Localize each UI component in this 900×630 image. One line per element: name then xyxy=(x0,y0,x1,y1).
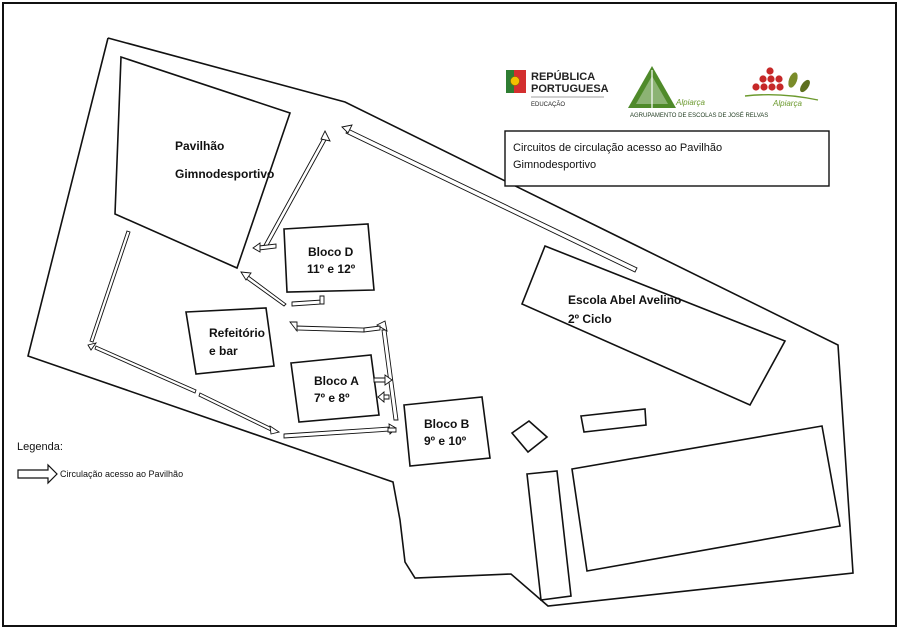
bloco-b-label-line1: Bloco B xyxy=(424,417,470,431)
legend-title: Legenda: xyxy=(17,441,63,453)
bloco-b-label-line2: 9º e 10º xyxy=(424,434,467,448)
legend-item-label: Circulação acesso ao Pavilhão xyxy=(60,469,184,479)
small-square-building xyxy=(512,421,547,452)
refeitorio-label-line2: e bar xyxy=(209,344,238,358)
title-line1: Circuitos de circulação acesso ao Pavilhão xyxy=(513,142,723,154)
bloco-d-label-line1: Bloco D xyxy=(308,245,354,259)
sports-field xyxy=(572,426,840,571)
legend xyxy=(17,441,183,483)
arrow-to-bloco-b xyxy=(284,424,396,438)
pavilhao-building xyxy=(115,57,290,268)
republica-line2: PORTUGUESA xyxy=(531,83,609,95)
escola-label-line2: 2º Ciclo xyxy=(568,312,612,326)
republica-line3: EDUCAÇÃO xyxy=(531,102,566,108)
legend-arrow-icon xyxy=(18,465,57,483)
municipio-logo xyxy=(745,67,818,108)
agrupamento-logo xyxy=(628,66,768,119)
pavilhao-label-line1: Pavilhão xyxy=(175,139,225,153)
escola-abel-avelino-building xyxy=(522,246,785,405)
municipio-name: Alpiarça xyxy=(773,99,802,108)
refeitorio-building xyxy=(186,308,274,374)
refeitorio-label-line1: Refeitório xyxy=(209,326,266,340)
pavilhao-label-line2: Gimnodesportivo xyxy=(175,167,275,181)
republica-portuguesa-logo xyxy=(506,70,609,108)
bloco-b-building xyxy=(404,397,490,466)
tall-strip-building xyxy=(527,471,571,600)
bloco-a-label-line1: Bloco A xyxy=(314,374,359,388)
berries-icon xyxy=(752,67,783,90)
bloco-a-label-line2: 7º e 8º xyxy=(314,391,350,405)
agrupamento-name: Alpiarça xyxy=(676,98,705,107)
bloco-d-label-line2: 11º e 12º xyxy=(307,262,356,276)
republica-line1: REPÚBLICA xyxy=(531,71,596,83)
armillary-sphere-icon xyxy=(511,77,520,86)
small-strip-building xyxy=(581,409,646,432)
title-line2: Gimnodesportivo xyxy=(513,159,597,171)
bloco-a-building xyxy=(291,355,379,422)
agrupamento-caption: AGRUPAMENTO DE ESCOLAS DE JOSÉ RELVAS xyxy=(630,113,769,119)
escola-label-line1: Escola Abel Avelino xyxy=(568,293,682,307)
